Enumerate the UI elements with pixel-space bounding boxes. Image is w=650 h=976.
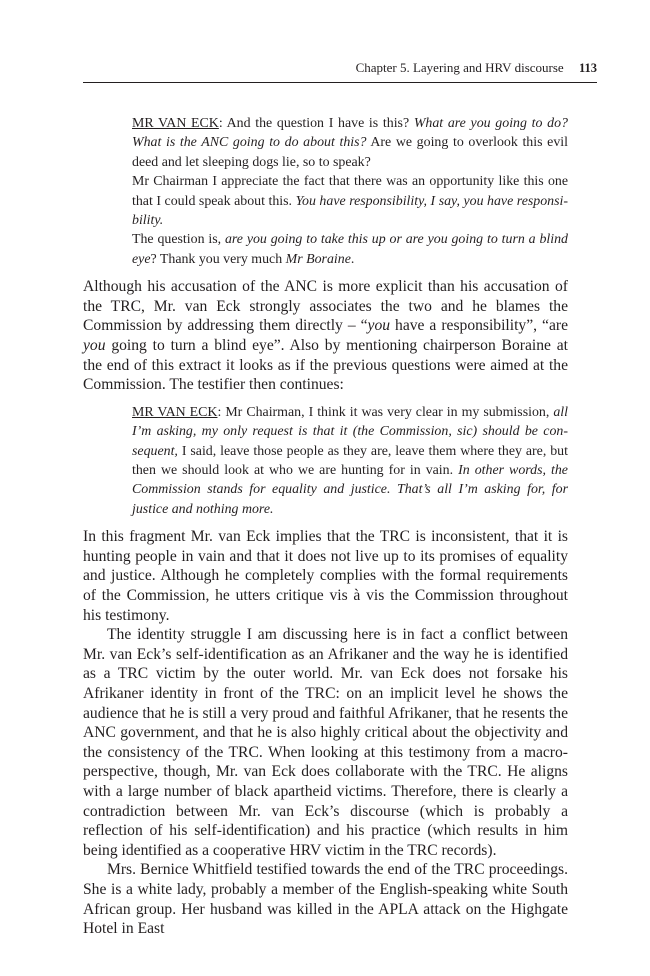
speaker-name: MR VAN ECK [132, 116, 219, 131]
quote-text: Mr Chairman I appreciate the fact that there was an opportunity like this one that I could speak about this. [132, 174, 568, 209]
running-header [83, 60, 597, 83]
body-paragraph-2: In this fragment Mr. van Eck implies that the TRC is inconsistent, that it is hunting people in vain and that it does not live up to its promises of equality and justice. Although he completely complies with the formal requirements of the Commission, he utters critique vis à vis the Commission throughout his testimony. [83, 528, 568, 624]
testimony-quote-1 [132, 114, 568, 269]
quote-text: Are we going to overlook this evil deed and let sleeping dogs lie, so to speak? [132, 135, 568, 170]
page-number: 113 [578, 61, 597, 75]
quote-italic: are you going to take this up or are you going to turn a blind eye [132, 232, 568, 267]
quote-italic: You have responsibility, I say, you have responsibility. [132, 193, 569, 229]
quote-italic: all I’m asking, my only request is that it (the Commission, sic) should be consequent, [132, 404, 568, 459]
testimony-quote-2 [132, 403, 568, 519]
quote-text: : Mr Chairman, I think it was very clear in my submission, [217, 404, 554, 420]
quote-text: I said, leave those people as they are, leave them where they are, but then we should look at who we are hunting for in vain. [132, 443, 568, 479]
quote1-paragraph-1 [132, 114, 568, 172]
body-paragraph-1 [83, 277, 568, 395]
quote-italic: What are you going to do? What is the ANC going to do about this? [132, 116, 568, 151]
quote-text: . [350, 251, 355, 267]
quote-text: ? Thank you very much [150, 251, 286, 267]
body-text: Although his accusation of the ANC is more explicit than his accusation of the TRC, Mr. van Eck strongly associates the two and he blames the Commission by addressing them directly – “ [83, 278, 568, 335]
chapter-title: Chapter 5. Layering and HRV discourse [355, 60, 564, 75]
quote-italic: In other words, the Commission stands for equality and justice. That’s all I’m asking for, for justice and nothing more. [132, 463, 568, 517]
body-paragraph-3: The identity struggle I am discussing here is in fact a conflict between Mr. van Eck’s self-identification as an Afrikaner and the way he is identified as a TRC victim by the outer world. Mr. van Eck does not forsake his Afrikaner identity in front of the TRC: on an implicit level he shows the audience that he is still a very proud and faithful Afrikaner, that he resents the ANC government, and that he is also highly critical about the objectivity and the consistency of the TRC. When looking at this testimony from a macro-perspective, though, Mr. van Eck does collaborate with the TRC. He aligns with a large number of black apartheid victims. Therefore, there is clearly a contradiction between Mr. van Eck’s discourse (which is probably a reflection of his self-identification) and his practice (which results in him being identified as a cooperative HRV victim in the TRC records). [83, 626, 568, 859]
page-body [83, 114, 568, 939]
body-text: have a responsibility”, “are [390, 317, 568, 335]
quote1-paragraph-2 [132, 172, 568, 230]
speaker-name: MR VAN ECK [132, 404, 218, 420]
body-paragraph-4: Mrs. Bernice Whitfield testified towards the end of the TRC proceedings. She is a white lady, probably a member of the English-speaking white South African group. Her husband was killed in the APLA attack on the Highgate Hotel in East [83, 861, 568, 938]
quote-text: The question is, [132, 232, 225, 248]
quote2-paragraph [132, 403, 568, 519]
body-text: going to turn a blind eye”. Also by mentioning chairperson Boraine at the end of this extract it looks as if the previous questions were aimed at the Commission. The testifier then continues: [83, 337, 568, 394]
body-italic: you [83, 337, 106, 355]
body-italic: you [367, 317, 391, 335]
quote-text: : And the question I have is this? [218, 116, 414, 131]
quote1-paragraph-3 [132, 230, 568, 269]
quote-italic: Mr Boraine [285, 251, 351, 267]
